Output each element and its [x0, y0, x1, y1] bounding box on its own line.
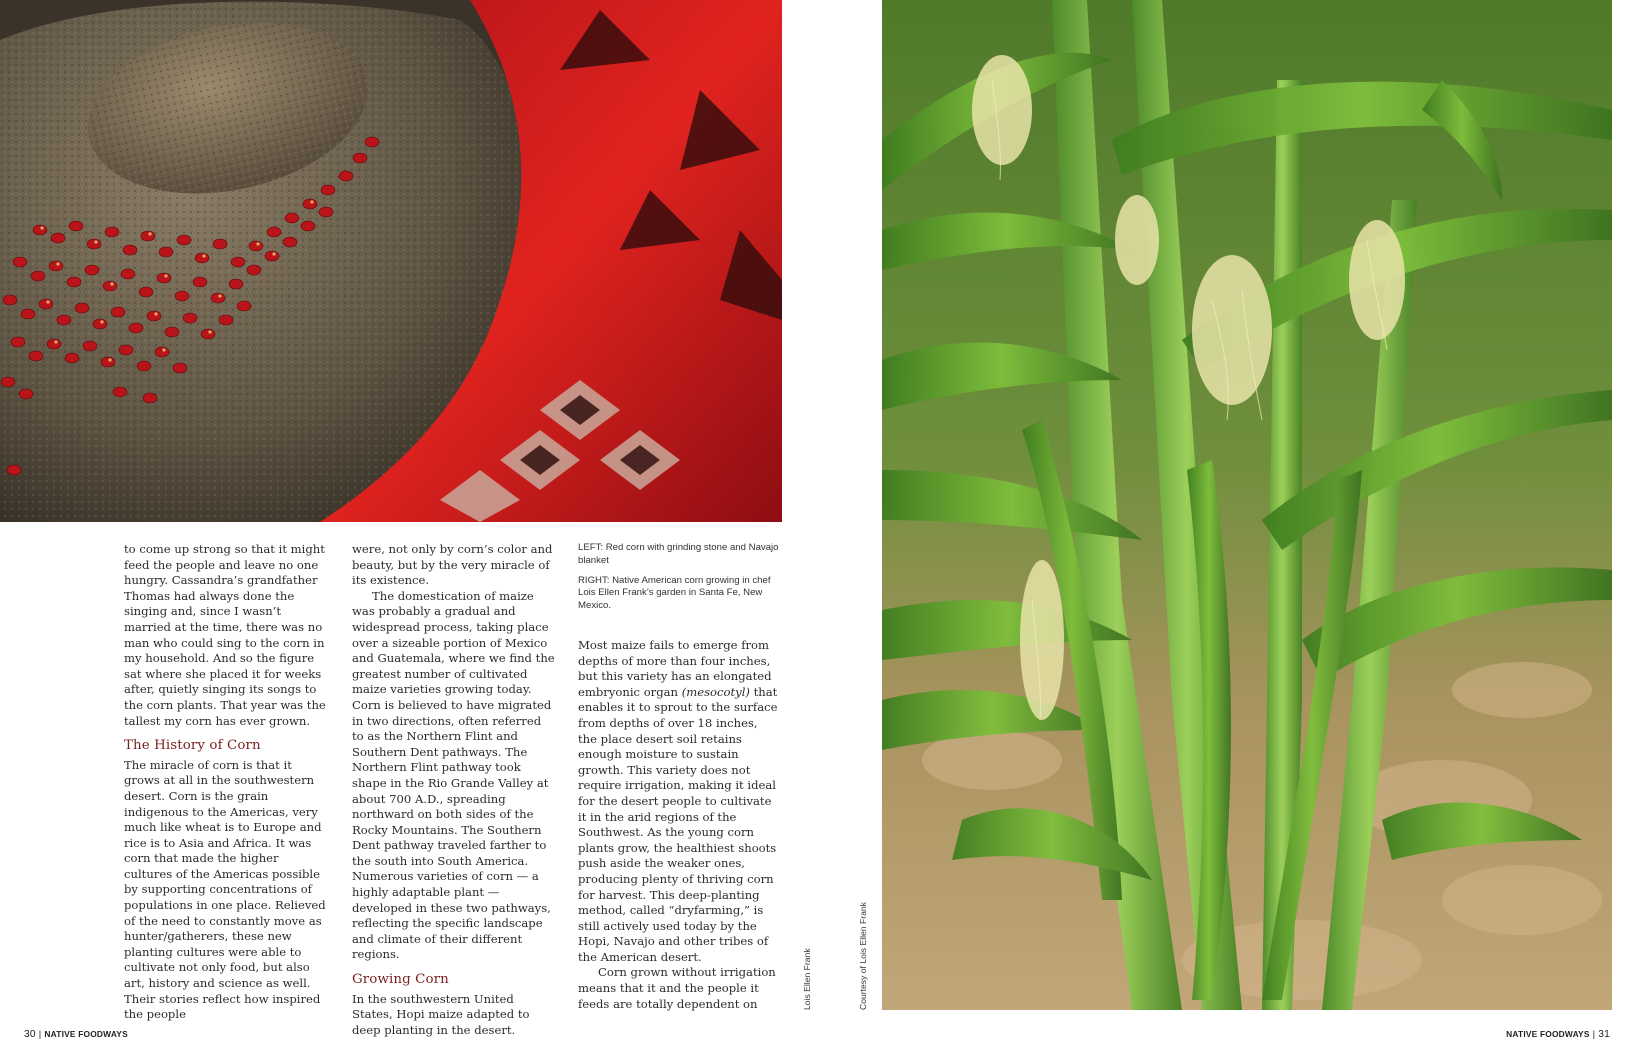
- photo-credit-left: Lois Ellen Frank: [802, 948, 812, 1010]
- page-number: 30: [24, 1029, 36, 1040]
- folio-separator: |: [38, 1028, 42, 1039]
- corn-grinding-stone-photo: [0, 0, 782, 522]
- body-paragraph: Corn grown without irrigation means that it and the people it feeds are totally dependent on: [578, 965, 776, 1011]
- section-heading-growing-corn: Growing Corn: [352, 972, 449, 988]
- publication-name: NATIVE FOODWAYS: [44, 1029, 128, 1039]
- body-paragraph: were, not only by corn’s color and beauty, but by the very miracle of its existence.: [352, 542, 553, 588]
- body-paragraph: The miracle of corn is that it grows at all in the southwestern desert. Corn is the grain indigenous to the Americas, very much like wheat is to Europe and rice is to Asia and Africa. It was corn that made the higher cultures of the Americas possible by supporting concentrations of populations in one place. Relieved of the need to constantly move as hunter/gatherers, these new planting cultures were able to cultivate not only food, but also art, history and science as well. Their stories reflect how inspired the people: [124, 757, 326, 1022]
- corn-plants-illustration: [882, 0, 1612, 1010]
- text-column-2: [352, 542, 556, 1038]
- text-column-1: [124, 542, 326, 1023]
- italic-term: (mesocotyl): [681, 684, 750, 699]
- body-text: that enables it to sprout to the surface from depths of over 18 inches, the place desert soil retains enough moisture to sustain growth. This variety does not require irrigation, making it ideal for the desert people to cultivate it in the arid regions of the Southwest. As the young corn plants grow, the healthiest shoots push aside the weaker ones, producing plenty of thriving corn for harvest. This deep-planting method, called “dryfarming,” is still actively used today by the Hopi, Navajo and other tribes of the American desert.: [578, 684, 778, 964]
- grinding-stone-illustration: [0, 0, 782, 522]
- folio-separator: |: [1592, 1028, 1596, 1039]
- body-paragraph: In the southwestern United States, Hopi maize adapted to deep planting in the desert.: [352, 991, 530, 1037]
- folio-left: [24, 1028, 128, 1040]
- folio-right: [1506, 1028, 1610, 1040]
- publication-name: NATIVE FOODWAYS: [1506, 1029, 1590, 1039]
- caption-right: RIGHT: Native American corn growing in chef Lois Ellen Frank’s garden in Santa Fe, New Mexico.: [578, 574, 771, 612]
- photo-caption: [578, 542, 780, 620]
- caption-left: LEFT: Red corn with grinding stone and Navajo blanket: [578, 542, 779, 566]
- text-column-3: [578, 638, 780, 1012]
- body-paragraph: [578, 638, 780, 965]
- body-paragraph: to come up strong so that it might feed the people and leave no one hungry. Cassandra’s grandfather Thomas had always done the singing and, since I wasn’t married at the time, there was no man who could sing to the corn in my household. And so the figure sat where she placed it for weeks after, quietly singing its songs to the corn plants. That year was the tallest my corn has ever grown.: [124, 542, 326, 728]
- body-paragraph: The domestication of maize was probably a gradual and widespread process, taking place over a sizeable portion of Mexico and Guatemala, where we find the greatest number of cultivated maize varieties growing today. Corn is believed to have migrated in two directions, often referred to as the Northern Flint and Southern Dent pathways. The Northern Flint pathway took shape in the Rio Grande Valley at about 700 A.D., spreading northward on both sides of the Rocky Mountains. The Southern Dent pathway traveled farther to the south into South America. Numerous varieties of corn — a highly adaptable plant — developed in these two pathways, reflecting the specific landscape and climate of their different regions.: [352, 588, 555, 962]
- page-number: 31: [1598, 1029, 1610, 1040]
- corn-plants-photo: [882, 0, 1612, 1010]
- section-heading-history-of-corn: The History of Corn: [124, 738, 261, 754]
- photo-credit-right: Courtesy of Lois Ellen Frank: [858, 902, 868, 1010]
- body-text: Most maize fails to emerge from depths of more than four inches, but this variety has an elongated embryonic organ: [578, 638, 772, 699]
